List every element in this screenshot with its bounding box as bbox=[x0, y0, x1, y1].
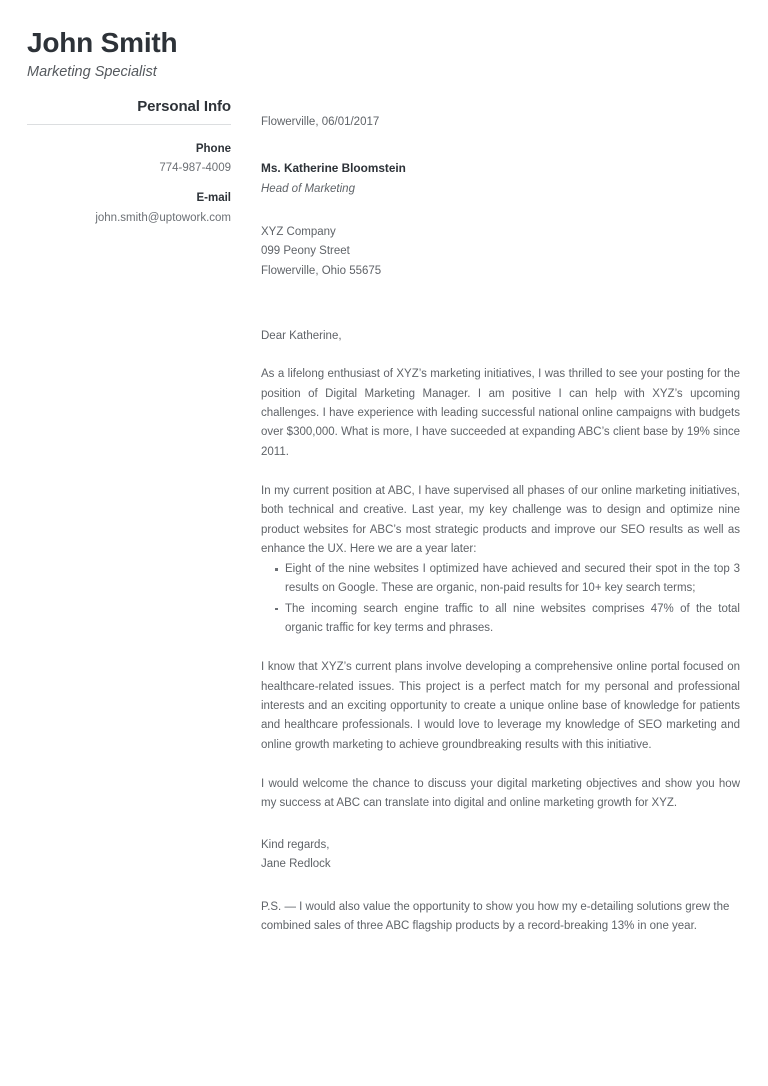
postscript: P.S. — I would also value the opportunity to show you how my e-detailing solutions grew the combined sales of three ABC flagship products by a record-breaking 13% in one year. bbox=[261, 901, 730, 933]
letter-date: Flowerville, 06/01/2017 bbox=[261, 116, 380, 128]
personal-info-heading: Personal Info bbox=[137, 97, 231, 115]
contact-value-email: john.smith@uptowork.com bbox=[95, 211, 231, 224]
personal-info-section bbox=[27, 98, 231, 227]
recipient-role: Head of Marketing bbox=[261, 183, 355, 196]
contact-label-email: E-mail bbox=[196, 191, 231, 204]
recipient-address-line-city: Flowerville, Ohio 55675 bbox=[261, 265, 382, 278]
signature-name: Jane Redlock bbox=[261, 858, 331, 871]
paragraph-4: I would welcome the chance to discuss your digital marketing objectives and show you how my success at ABC can translate into digital and online marketing growth for XYZ. bbox=[261, 777, 740, 810]
list-item: The incoming search engine traffic to all nine websites comprises 47% of the total organic traffic for key terms and phrases. bbox=[261, 600, 740, 639]
contact-value-phone: 774-987-4009 bbox=[159, 162, 231, 175]
achievements-list bbox=[261, 560, 740, 638]
closing-phrase: Kind regards, bbox=[261, 838, 330, 851]
contact-item-email bbox=[27, 190, 231, 226]
applicant-job-title: Marketing Specialist bbox=[27, 64, 157, 81]
recipient-name: Ms. Katherine Bloomstein bbox=[261, 161, 406, 176]
contact-item-phone bbox=[27, 141, 231, 177]
signature-block bbox=[261, 814, 740, 876]
applicant-name: John Smith bbox=[27, 27, 178, 58]
recipient-address-line-street: 099 Peony Street bbox=[261, 245, 350, 258]
recipient-block bbox=[261, 159, 740, 282]
section-divider bbox=[27, 124, 231, 125]
recipient-address-line-company: XYZ Company bbox=[261, 225, 336, 238]
sidebar bbox=[0, 0, 231, 226]
paragraph-2: In my current position at ABC, I have supervised all phases of our online marketing initiatives, both technical and creative. Last year, my key challenge was to design and optimize nine product websites for ABC’s most strategic products and improve our SEO results as well as enhance the UX. Here we are a year later: bbox=[261, 484, 740, 555]
paragraph-1: As a lifelong enthusiast of XYZ’s marketing initiatives, I was thrilled to see your posting for the position of Digital Marketing Manager. I am positive I can help with XYZ’s upcoming challenges. I have experience with leading successful national online campaigns with budgets over $300,000. What is more, I have succeeded at expanding ABC’s client base by 19% since 2011. bbox=[261, 368, 740, 458]
list-item: Eight of the nine websites I optimized have achieved and secured their spot in the top 3 results on Google. These are organic, non-paid results for 10+ key search terms; bbox=[261, 560, 740, 599]
paragraph-3: I know that XYZ’s current plans involve developing a comprehensive online portal focused on healthcare-related issues. This project is a perfect match for my personal and professional interests and an exciting opportunity to create a unique online base of knowledge for patients and healthcare professionals. I would love to leverage my knowledge of SEO marketing and online growth marketing to achieve groundbreaking results with this initiative. bbox=[261, 661, 740, 751]
salutation: Dear Katherine, bbox=[261, 329, 342, 342]
recipient-address bbox=[261, 223, 740, 282]
contact-label-phone: Phone bbox=[195, 142, 231, 155]
letter-body bbox=[231, 0, 768, 937]
